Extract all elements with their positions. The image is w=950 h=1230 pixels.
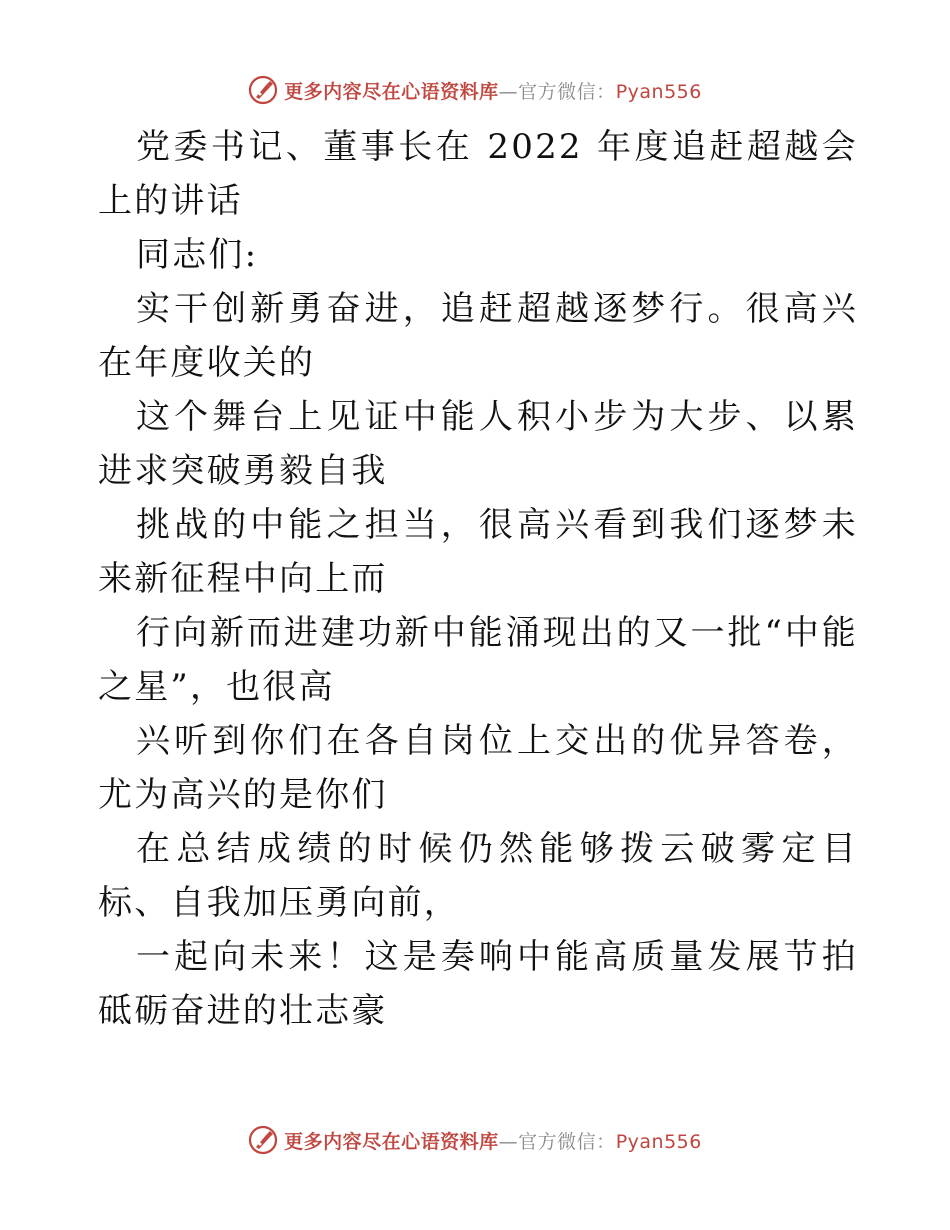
- watermark-wechat-label: 官方微信：: [518, 1130, 616, 1153]
- watermark-wechat-id: Pyan556: [615, 80, 702, 103]
- watermark-promo-text: 更多内容尽在心语资料库: [284, 80, 499, 103]
- document-title: 党委书记、董事长在 2022 年度追赶超越会上的讲话: [98, 127, 858, 221]
- document-body: [98, 120, 858, 1038]
- footer-watermark-banner: [0, 1120, 950, 1160]
- watermark-wechat-label: 官方微信：: [518, 80, 616, 103]
- watermark-promo-text: 更多内容尽在心语资料库: [284, 1130, 499, 1153]
- document-paragraph: 一起向未来！这是奏响中能高质量发展节拍砥砺奋进的壮志豪: [98, 937, 858, 1031]
- document-salutation: 同志们:: [136, 235, 259, 275]
- pen-nib-logo-icon: [248, 75, 278, 105]
- pen-nib-logo-icon: [248, 1125, 278, 1155]
- watermark-dash: —: [498, 80, 519, 103]
- document-paragraph: 在总结成绩的时候仍然能够拨云破雾定目标、自我加压勇向前，: [98, 829, 858, 923]
- document-paragraph: 挑战的中能之担当，很高兴看到我们逐梦未来新征程中向上而: [98, 505, 858, 599]
- watermark-dash: —: [498, 1130, 519, 1153]
- document-paragraph: 行向新而进建功新中能涌现出的又一批“中能之星”，也很高: [98, 613, 858, 707]
- watermark-wechat-id: Pyan556: [615, 1130, 702, 1153]
- watermark-text: [284, 77, 702, 104]
- header-watermark-banner: [0, 70, 950, 110]
- document-paragraph: 兴听到你们在各自岗位上交出的优异答卷，尤为高兴的是你们: [98, 721, 858, 815]
- document-paragraph: 这个舞台上见证中能人积小步为大步、以累进求突破勇毅自我: [98, 397, 858, 491]
- document-paragraph: 实干创新勇奋进，追赶超越逐梦行。很高兴在年度收关的: [98, 289, 858, 383]
- watermark-text: [284, 1127, 702, 1154]
